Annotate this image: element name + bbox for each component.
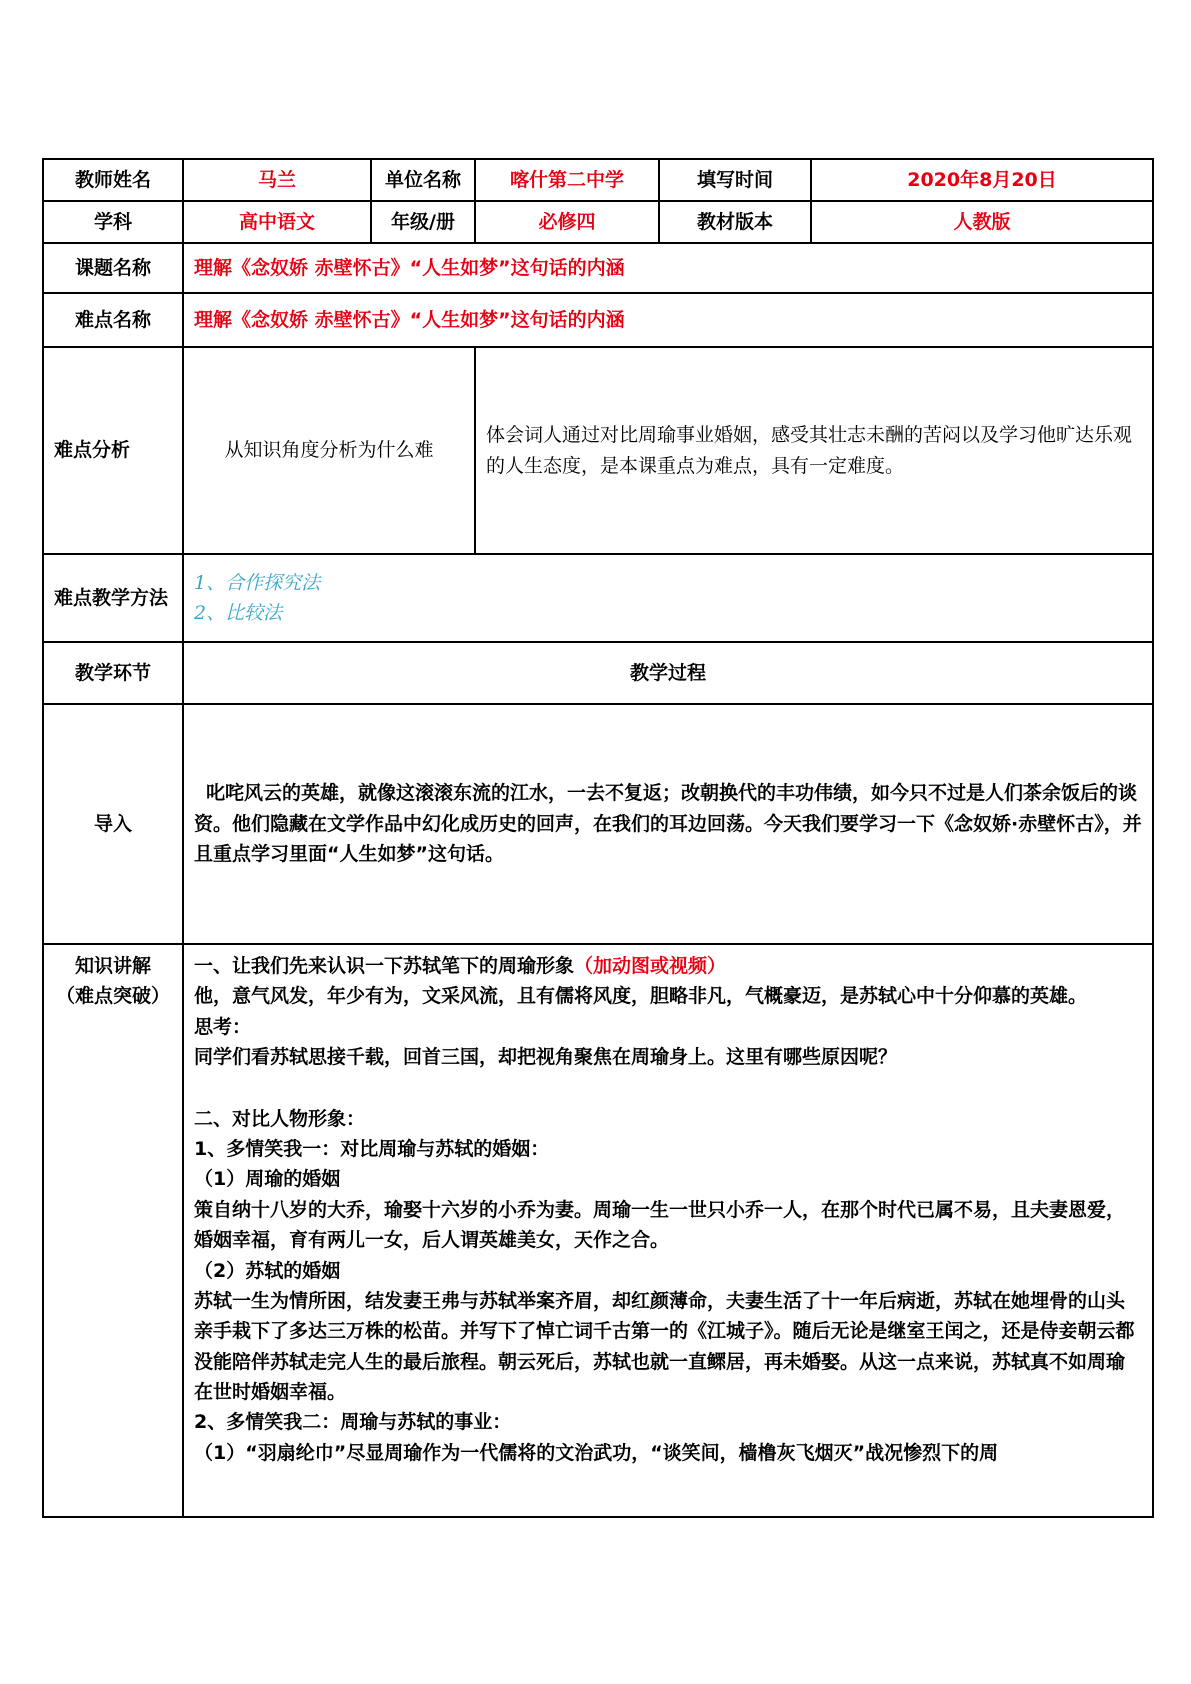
- think-label: 思考：: [194, 1015, 252, 1038]
- knowledge-paragraph-2: 策自纳十八岁的大乔，瑜娶十六岁的小乔为妻。周瑜一生一世只小乔一人，在那个时代已属不易，且夫妻恩爱，婚姻幸福，育有两儿一女，后人谓英雄美女，天作之合。: [194, 1198, 1126, 1252]
- grade-label: 年级/册: [371, 201, 475, 243]
- edition-value: 人教版: [811, 201, 1153, 243]
- teacher-value: 马兰: [183, 159, 371, 201]
- unit-label: 单位名称: [371, 159, 475, 201]
- knowledge-paragraph-3: 苏轼一生为情所困，结发妻王弗与苏轼举案齐眉，却红颜薄命，夫妻生活了十一年后病逝，苏轼在她埋骨的山头亲手栽下了多达三万株的松苗。并写下了悼亡词千古第一的《江城子》。随后无论是继室王闰之，还是侍妾朝云都没能陪伴苏轼走完人生的最后旅程。朝云死后，苏轼也就一直鳏居，再未婚娶。从这一点来说，苏轼真不如周瑜在世时婚姻幸福。: [194, 1289, 1135, 1404]
- difficulty-row: [43, 293, 1153, 347]
- analysis-text: 体会词人通过对比周瑜事业婚姻，感受其壮志未酬的苦闷以及学习他旷达乐观的人生态度，是本课重点为难点，具有一定难度。: [475, 347, 1153, 554]
- grade-value: 必修四: [475, 201, 659, 243]
- method-item-2: 2、比较法: [194, 602, 283, 624]
- date-label: 填写时间: [659, 159, 811, 201]
- difficulty-value: 理解《念奴娇 赤壁怀古》“人生如梦”这句话的内涵: [183, 293, 1153, 347]
- process-header-row: [43, 642, 1153, 704]
- teacher-label: 教师姓名: [43, 159, 183, 201]
- subheading-sushi-marriage: （2）苏轼的婚姻: [194, 1259, 341, 1282]
- process-label: 教学环节: [43, 642, 183, 704]
- knowledge-row: [43, 944, 1153, 1517]
- topic-value: 理解《念奴娇 赤壁怀古》“人生如梦”这句话的内涵: [183, 243, 1153, 293]
- subheading-marriage: 1、多情笑我一：对比周瑜与苏轼的婚姻：: [194, 1137, 550, 1160]
- heading-1-note: （加动图或视频）: [574, 955, 727, 977]
- knowledge-paragraph-1: 他，意气风发，年少有为，文采风流，且有儒将风度，胆略非凡，气概豪迈，是苏轼心中十分仰慕的英雄。: [194, 985, 1088, 1008]
- intro-text: [183, 704, 1153, 944]
- method-label: 难点教学方法: [43, 554, 183, 642]
- knowledge-label: [43, 944, 183, 1517]
- knowledge-label-line1: 知识讲解: [74, 955, 151, 977]
- knowledge-paragraph-4: （1）“羽扇纶巾”尽显周瑜作为一代儒将的文治武功，“谈笑间，樯橹灰飞烟灭”战况惨烈下的周: [194, 1441, 999, 1464]
- subheading-zhouyu-marriage: （1）周瑜的婚姻: [194, 1168, 341, 1191]
- intro-paragraph: 叱咤风云的英雄，就像这滚滚东流的江水，一去不复返；改朝换代的丰功伟绩，如今只不过是人们茶余饭后的谈资。他们隐藏在文学作品中幻化成历史的回声，在我们的耳边回荡。今天我们要学习一下《念奴娇·赤壁怀古》，并且重点学习里面“人生如梦”这句话。: [194, 782, 1142, 866]
- heading-1-text: 一、让我们先来认识一下苏轼笔下的周瑜形象: [194, 955, 575, 977]
- subject-label: 学科: [43, 201, 183, 243]
- analysis-row: [43, 347, 1153, 554]
- topic-row: [43, 243, 1153, 293]
- unit-value: 喀什第二中学: [475, 159, 659, 201]
- knowledge-heading-2: 二、对比人物形象：: [194, 1107, 366, 1130]
- method-list: [183, 554, 1153, 642]
- subheading-career: 2、多情笑我二：周瑜与苏轼的事业：: [194, 1411, 512, 1434]
- think-question: 同学们看苏轼思接千载，回首三国，却把视角聚焦在周瑜身上。这里有哪些原因呢？: [194, 1046, 898, 1069]
- topic-label: 课题名称: [43, 243, 183, 293]
- analysis-sub-label: 从知识角度分析为什么难: [183, 347, 475, 554]
- knowledge-content: [183, 944, 1153, 1517]
- analysis-label: 难点分析: [43, 347, 183, 554]
- date-value: 2020年8月20日: [811, 159, 1153, 201]
- process-value: 教学过程: [183, 642, 1153, 704]
- difficulty-label: 难点名称: [43, 293, 183, 347]
- intro-row: [43, 704, 1153, 944]
- intro-label: 导入: [43, 704, 183, 944]
- spacer: [194, 1073, 1142, 1104]
- header-row-2: [43, 201, 1153, 243]
- method-row: [43, 554, 1153, 642]
- knowledge-label-line2: （难点突破）: [55, 985, 170, 1008]
- header-row-1: [43, 159, 1153, 201]
- edition-label: 教材版本: [659, 201, 811, 243]
- knowledge-heading-1: [194, 951, 1142, 981]
- lesson-plan-table: [42, 158, 1154, 1518]
- method-item-1: 1、合作探究法: [194, 571, 321, 594]
- subject-value: 高中语文: [183, 201, 371, 243]
